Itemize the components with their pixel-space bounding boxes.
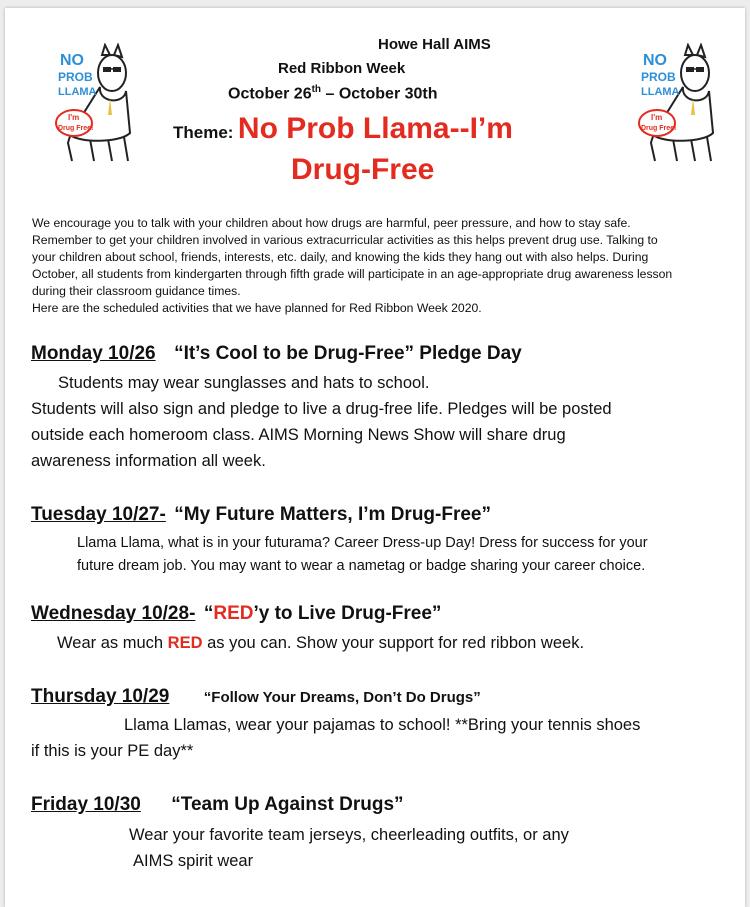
tuesday-description xyxy=(77,532,648,578)
intro-line: Here are the scheduled activities that we have planned for Red Ribbon Week 2020. xyxy=(32,301,482,315)
theme-title: No Prob Llama--I’m xyxy=(237,112,513,145)
thursday-day: Thursday 10/29 xyxy=(31,686,170,707)
theme-label: Theme: xyxy=(173,123,234,142)
tuesday-line: future dream job. You may want to wear a nametag or badge sharing your career choice. xyxy=(77,558,646,574)
thursday-title: “Follow Your Dreams, Don’t Do Drugs” xyxy=(203,689,481,706)
date-start: October 26 xyxy=(228,85,312,103)
wednesday-title-rest: ’y to Live Drug-Free” xyxy=(253,603,442,624)
llama-logo-left xyxy=(50,43,145,163)
monday-heading xyxy=(31,343,522,365)
llama-logo-right xyxy=(633,43,728,163)
intro-line: during their classroom guidance times. xyxy=(32,284,241,298)
flyer-page xyxy=(5,8,745,907)
friday-day: Friday 10/30 xyxy=(31,794,141,815)
logo-llama: LLAMA xyxy=(641,86,680,98)
wednesday-heading xyxy=(31,603,441,625)
friday-line: AIMS spirit wear xyxy=(133,852,254,870)
school-name: Howe Hall AIMS xyxy=(378,36,491,53)
date-start-suffix: th xyxy=(311,84,322,95)
intro-paragraph xyxy=(32,215,672,317)
logo-badge-drugfree: Drug Free! xyxy=(641,125,677,132)
friday-heading xyxy=(31,794,404,816)
friday-title: “Team Up Against Drugs” xyxy=(171,794,404,815)
logo-badge-drugfree: Drug Free! xyxy=(58,125,94,132)
date-end: – October 30th xyxy=(321,85,438,103)
monday-day: Monday 10/26 xyxy=(31,343,156,364)
event-dates xyxy=(228,84,438,103)
tuesday-line: Llama Llama, what is in your futurama? Career Dress-up Day! Dress for success for your xyxy=(77,535,648,551)
theme-line-1 xyxy=(173,112,513,146)
logo-badge-im: I'm xyxy=(68,113,80,122)
friday-description xyxy=(129,822,569,874)
monday-line: Students will also sign and pledge to live a drug-free life. Pledges will be posted xyxy=(31,400,612,418)
intro-line: your children about school, friends, interests, etc. daily, and knowing the kids they hang out with also helps. During xyxy=(32,250,649,264)
logo-no: NO xyxy=(643,52,667,69)
theme-title-line-2: Drug-Free xyxy=(291,153,435,186)
intro-line: October, all students from kindergarten through fifth grade will participate in an age-appropriate drug awareness lesson xyxy=(32,267,673,281)
thursday-heading xyxy=(31,686,481,708)
logo-no: NO xyxy=(60,52,84,69)
wednesday-description xyxy=(57,630,584,656)
wednesday-line-red: RED xyxy=(167,634,203,652)
wednesday-line-post: as you can. Show your support for red ribbon week. xyxy=(202,634,585,652)
intro-line: We encourage you to talk with your children about how drugs are harmful, peer pressure, and how to stay safe. xyxy=(32,216,631,230)
wednesday-title-open: “ xyxy=(203,603,214,624)
logo-llama: LLAMA xyxy=(58,86,97,98)
monday-line: outside each homeroom class. AIMS Morning News Show will share drug xyxy=(31,426,566,444)
event-name: Red Ribbon Week xyxy=(278,60,406,77)
tuesday-day: Tuesday 10/27- xyxy=(31,504,166,525)
wednesday-title-red: RED xyxy=(213,603,254,624)
logo-badge-im: I'm xyxy=(651,113,663,122)
tuesday-title: “My Future Matters, I’m Drug-Free” xyxy=(174,504,491,525)
thursday-line: if this is your PE day** xyxy=(31,742,194,760)
monday-line: awareness information all week. xyxy=(31,452,266,470)
wednesday-title xyxy=(204,603,442,624)
wednesday-line-pre: Wear as much xyxy=(57,634,168,652)
tuesday-heading xyxy=(31,504,491,526)
monday-title: “It’s Cool to be Drug-Free” Pledge Day xyxy=(174,343,522,364)
monday-description xyxy=(31,370,612,474)
logo-prob: PROB xyxy=(58,70,93,84)
logo-prob: PROB xyxy=(641,70,676,84)
monday-line: Students may wear sunglasses and hats to school. xyxy=(58,374,430,392)
friday-line: Wear your favorite team jerseys, cheerleading outfits, or any xyxy=(129,826,569,844)
wednesday-day: Wednesday 10/28- xyxy=(31,603,196,624)
thursday-line: Llama Llamas, wear your pajamas to school! **Bring your tennis shoes xyxy=(124,716,641,734)
intro-line: Remember to get your children involved in various extracurricular activities as this helps prevent drug use. Talking to xyxy=(32,233,658,247)
thursday-description xyxy=(31,712,640,764)
